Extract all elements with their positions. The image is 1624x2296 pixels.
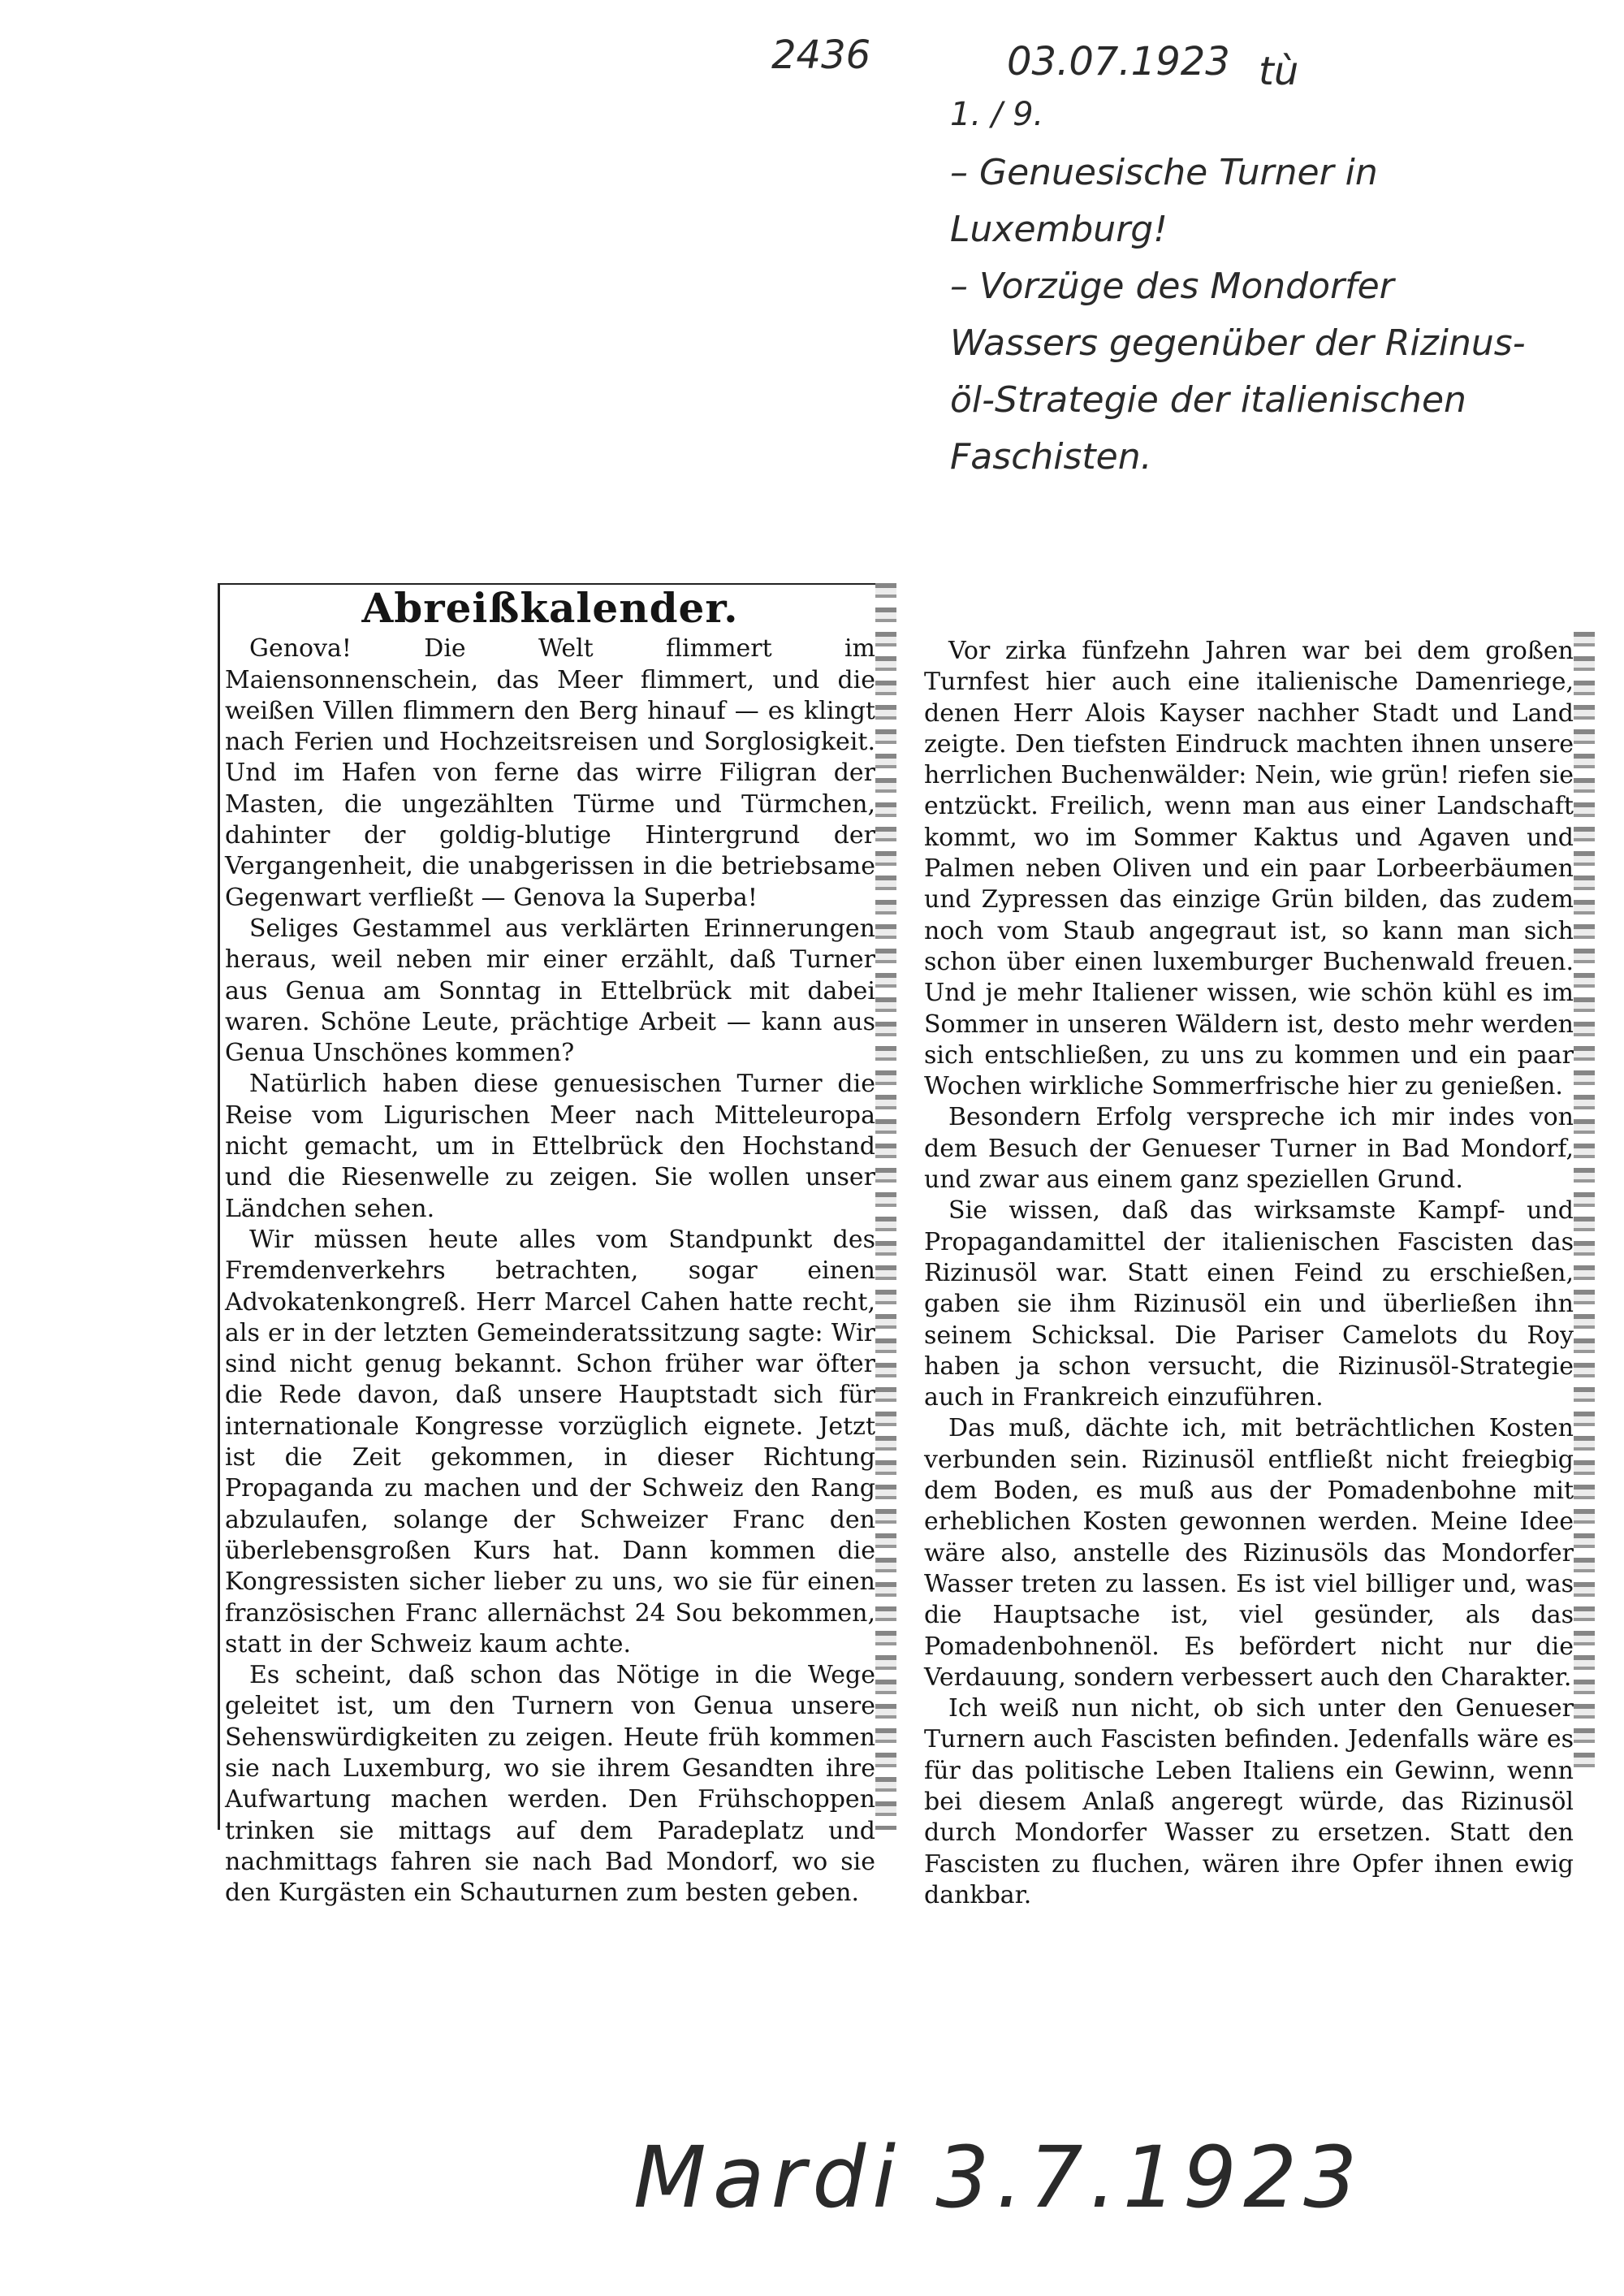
- article-title: Abreißkalender.: [361, 584, 739, 632]
- handwritten-bottom-date: Mardi 3.7.1923: [633, 2128, 1364, 2227]
- note-line: Wassers gegenüber der Rizinus-: [950, 322, 1526, 364]
- torn-column-edge: [875, 583, 896, 1830]
- note-line: Luxemburg!: [950, 209, 1168, 250]
- handwritten-date: 03.07.1923: [1007, 39, 1230, 84]
- article-paragraph: Natürlich haben diese genuesischen Turner die Reise vom Ligurischen Meer nach Mitteleuropa nicht gemacht, um in Ettelbrück den Hochstand und die Riesenwelle zu zeigen. Sie wollen unser Ländchen sehen.: [225, 1070, 875, 1223]
- handwritten-marks: 1. / 9.: [950, 96, 1044, 133]
- article-paragraph: Seliges Gestammel aus verklärten Erinnerungen heraus, weil neben mir einer erzählt, daß Turner aus Genua am Sonntag in Ettelbrück mit dabei waren. Schöne Leute, prächtige Arbeit — kann aus Genua Unschönes kommen?: [225, 914, 875, 1068]
- newspaper-clipping: [203, 583, 1583, 1909]
- handwritten-initials: tù: [1259, 49, 1299, 94]
- article-paragraph: Das muß, dächte ich, mit beträchtlichen Kosten verbunden sein. Rizinusöl entfließt nicht freiegbig dem Boden, es muß aus der Pomadenbohne mit erheblichen Kosten gewonnen werden. Meine Idee wäre also, anstelle des Rizinusöls das Mondorfer Wasser treten zu lassen. Es ist viel billiger und, was die Hauptsache ist, viel gesünder, als das Pomadenbohnenöl. Es befördert nicht nur die Verdauung, sondern verbessert auch den Charakter.: [924, 1414, 1574, 1692]
- note-line: öl-Strategie der italienischen: [950, 379, 1466, 421]
- handwritten-summary-note: [950, 145, 1600, 486]
- torn-column-edge: [1574, 632, 1595, 1777]
- handwritten-reference-number: 2436: [771, 32, 871, 78]
- article-paragraph: Sie wissen, daß das wirksamste Kampf- und Propagandamittel der italienischen Fascisten das Rizinusöl war. Statt einen Feind zu erschießen, gaben sie ihm Rizinusöl ein und überließen ihn seinem Schicksal. Die Pariser Camelots du Roy haben ja schon versucht, die Rizinusöl-Strategie auch in Frankreich einzuführen.: [924, 1196, 1574, 1412]
- note-line: Faschisten.: [950, 436, 1152, 478]
- article-paragraph: Vor zirka fünfzehn Jahren war bei dem großen Turnfest hier auch eine italienische Damenriege, denen Herr Alois Kayser nachher Stadt und Land zeigte. Den tiefsten Eindruck machten ihnen unsere herrlichen Buchenwälder: Nein, wie grün! riefen sie entzückt. Freilich, wenn man aus einer Landschaft kommt, wo im Sommer Kaktus und Agaven und Palmen neben Oliven und ein paar Lorbeerbäumen und Zypressen das einzige Grün bilden, das zudem noch vom Staub angegraut ist, so kann man sich schon über einen luxemburger Buchenwald freuen. Und je mehr Italiener wissen, wie schön kühl es im Sommer in unseren Wäldern ist, desto mehr werden sich entschließen, zu uns zu kommen und ein paar Wochen wirkliche Sommerfrische hier zu genießen.: [924, 637, 1574, 1101]
- article-paragraph: Besondern Erfolg verspreche ich mir indes von dem Besuch der Genueser Turner in Bad Mondorf, und zwar aus einem ganz speziellen Grund.: [924, 1103, 1574, 1195]
- article-paragraph: Genova! Die Welt flimmert im Maiensonnenschein, das Meer flimmert, und die weißen Villen flimmern den Berg hinauf — es klingt nach Ferien und Hochzeitsreisen und Sorglosigkeit. Und im Hafen von ferne das wirre Filigran der Masten, die ungezählten Türme und Türmchen, dahinter der goldig-blutige Hintergrund der Vergangenheit, die unabgerissen in die betriebsame Gegenwart verfließt — Genova la Superba!: [225, 634, 875, 912]
- note-line: – Genuesische Turner in: [950, 152, 1378, 193]
- article-left-column: [218, 583, 875, 1908]
- article-paragraph: Es scheint, daß schon das Nötige in die Wege geleitet ist, um den Turnern von Genua unsere Sehenswürdigkeiten zu zeigen. Heute früh kommen sie nach Luxemburg, wo sie ihrem Gesandten ihre Aufwartung machen werden. Den Frühschoppen trinken sie mittags auf dem Paradeplatz und nachmittags fahren sie nach Bad Mondorf, wo sie den Kurgästen ein Schauturnen zum besten geben.: [225, 1661, 875, 1908]
- note-line: – Vorzüge des Mondorfer: [950, 266, 1394, 307]
- article-paragraph: Ich weiß nun nicht, ob sich unter den Genueser Turnern auch Fascisten befinden. Jedenfalls wäre es für das politische Leben Italiens ein Gewinn, wenn bei diesem Anlaß angeregt würde, das Rizinusöl durch Mondorfer Wasser zu ersetzen. Statt den Fascisten zu fluchen, wären ihre Opfer ihnen ewig dankbar.: [924, 1694, 1574, 1909]
- article-paragraph: Wir müssen heute alles vom Standpunkt des Fremdenverkehrs betrachten, sogar einen Advokatenkongreß. Herr Marcel Cahen hatte recht, als er in der letzten Gemeinderatssitzung sagte: Wir sind nicht genug bekannt. Schon früher war öfter die Rede davon, daß unsere Hauptstadt sich für internationale Kongresse vorzüglich eignete. Jetzt ist die Zeit gekommen, in dieser Richtung Propaganda zu machen und der Schweiz den Rang abzulaufen, solange der Schweizer Franc den überlebensgroßen Kurs hat. Dann kommen die Kongressisten sicher lieber zu uns, wo sie für einen französischen Franc allernächst 24 Sou bekommen, statt in der Schweiz kaum achte.: [225, 1225, 875, 1658]
- article-right-column: [924, 636, 1574, 1909]
